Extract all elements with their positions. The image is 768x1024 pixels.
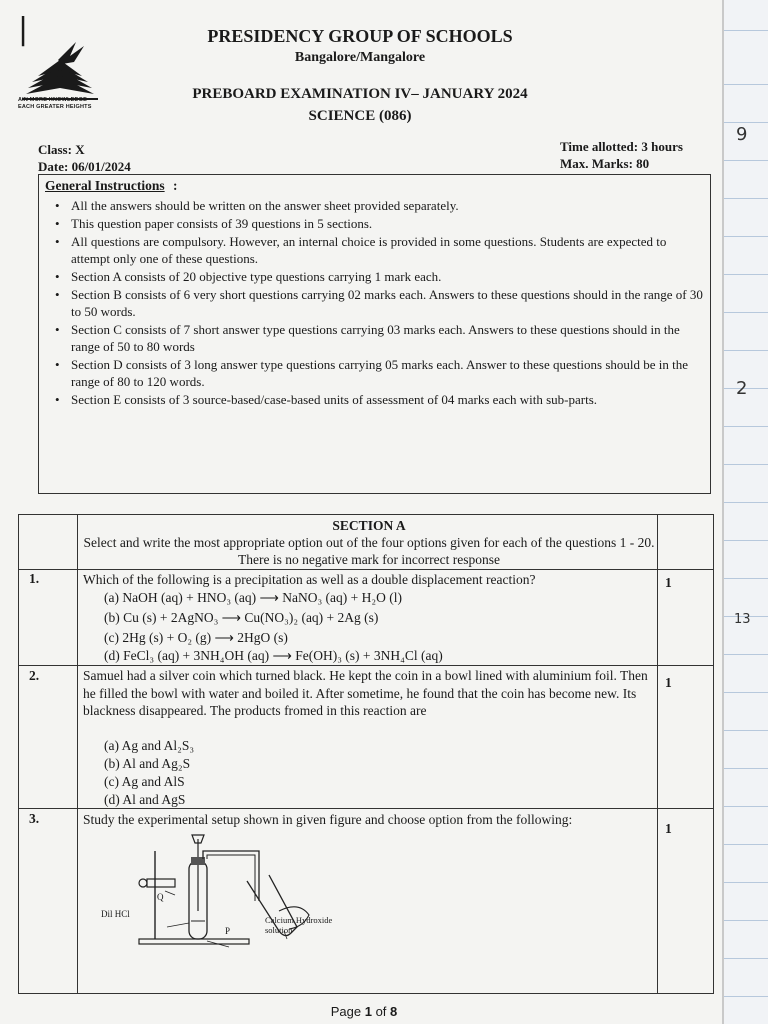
figure-label-dil-hcl: Dil HCl [101, 909, 130, 919]
school-name: PRESIDENCY GROUP OF SCHOOLS [207, 26, 513, 46]
logo-motto: AIN MORE KNOWLEDGE EACH GREATER HEIGHTS [18, 97, 92, 110]
figure-label-q: Q [157, 892, 164, 902]
school-location: Bangalore/Mangalore [294, 50, 426, 65]
background-notebook [722, 0, 768, 1024]
instruction-item: • Section D consists of 3 long answer type questions carrying 05 marks each. Answer to these questions should be in the range of 80 to 120 words. [45, 356, 705, 390]
instruction-item: • Section A consists of 20 objective type questions carrying 1 mark each. [45, 268, 705, 285]
question-text: Study the experimental setup shown in given figure and choose option from the following: [83, 812, 573, 827]
question-option: (a) NaOH (aq) + HNO₃ (aq) ⟶ NaNO₃ (aq) + H₂O (l) [104, 590, 402, 605]
question-option: (b) Al and Ag₂S [104, 756, 191, 771]
instructions-list [45, 197, 705, 409]
page-footer: Page 1 of 8 [330, 1004, 398, 1019]
notebook-handwriting: 13 [734, 612, 751, 627]
notebook-handwriting: 2 [736, 378, 748, 399]
question-number: 3. [29, 811, 40, 826]
question-marks: 1 [665, 821, 672, 836]
row-divider [19, 569, 713, 570]
subject-title: SCIENCE (086) [308, 108, 412, 124]
question-option: (c) 2Hg (s) + O₂ (g) ⟶ 2HgO (s) [104, 630, 288, 645]
question-option: (c) Ag and AlS [104, 774, 185, 789]
instruction-item: • Section E consists of 3 source-based/case-based units of assessment of 04 marks each with sub-parts. [45, 391, 705, 408]
column-divider [77, 515, 78, 993]
question-number: 2. [29, 668, 40, 683]
question-text: Which of the following is a precipitation as well as a double displacement reaction? [83, 572, 536, 587]
question-option: (d) FeCl₃ (aq) + 3NH₄OH (aq) ⟶ Fe(OH)₃ (s) + 3NH₄Cl (aq) [104, 648, 443, 663]
figure-label-calcium: Calcium Hydroxide solution [265, 915, 333, 935]
question-marks: 1 [665, 675, 672, 690]
date-label: Date: 06/01/2024 [38, 159, 131, 174]
class-label: Class: X [38, 142, 85, 157]
question-marks: 1 [665, 575, 672, 590]
corner-pen-mark: | [18, 12, 29, 47]
question-number: 1. [29, 571, 40, 586]
instruction-item: • All questions are compulsory. However, an internal choice is provided in some questions. Students are expected to attempt only one of these questions. [45, 233, 705, 267]
figure-label-p: P [225, 926, 231, 936]
section-a-header [81, 517, 657, 568]
section-a-title: SECTION A [332, 518, 406, 533]
row-divider [19, 665, 713, 666]
instruction-item: • This question paper consists of 39 questions in 5 sections. [45, 215, 705, 232]
exam-title: PREBOARD EXAMINATION IV– JANUARY 2024 [192, 86, 528, 102]
general-instructions-box [38, 174, 711, 494]
instructions-title-colon: : [173, 178, 178, 193]
instruction-item: • Section C consists of 7 short answer type questions carrying 03 marks each. Answers to these questions should in the range of 50 to 80 words [45, 321, 705, 355]
section-a-description: Select and write the most appropriate option out of the four options given for each of the questions 1 - 20. There is no negative mark for incorrect response [83, 535, 655, 567]
question-text: Samuel had a silver coin which turned black. He kept the coin in a bowl lined with aluminium foil. Then he filled the bowl with water and boiled it. After sometime, he found that the coin has become new. Its blackness disappeared. The products fromed in this reaction are [83, 668, 648, 718]
instruction-item: • All the answers should be written on the answer sheet provided separately. [45, 197, 705, 214]
max-marks: Max. Marks: 80 [560, 156, 650, 171]
notebook-handwriting: 9 [736, 124, 748, 145]
instructions-title: General Instructions [45, 178, 165, 193]
question-option: (b) Cu (s) + 2AgNO₃ ⟶ Cu(NO₃)₂ (aq) + 2Ag (s) [104, 610, 379, 625]
time-allotted: Time allotted: 3 hours [560, 139, 683, 154]
section-a-table [18, 514, 714, 994]
question-option: (a) Ag and Al₂S₃ [104, 738, 195, 753]
instruction-item: • Section B consists of 6 very short questions carrying 02 marks each. Answers to these questions should in the range of 30 to 50 words. [45, 286, 705, 320]
question-option: (d) Al and AgS [104, 792, 186, 807]
